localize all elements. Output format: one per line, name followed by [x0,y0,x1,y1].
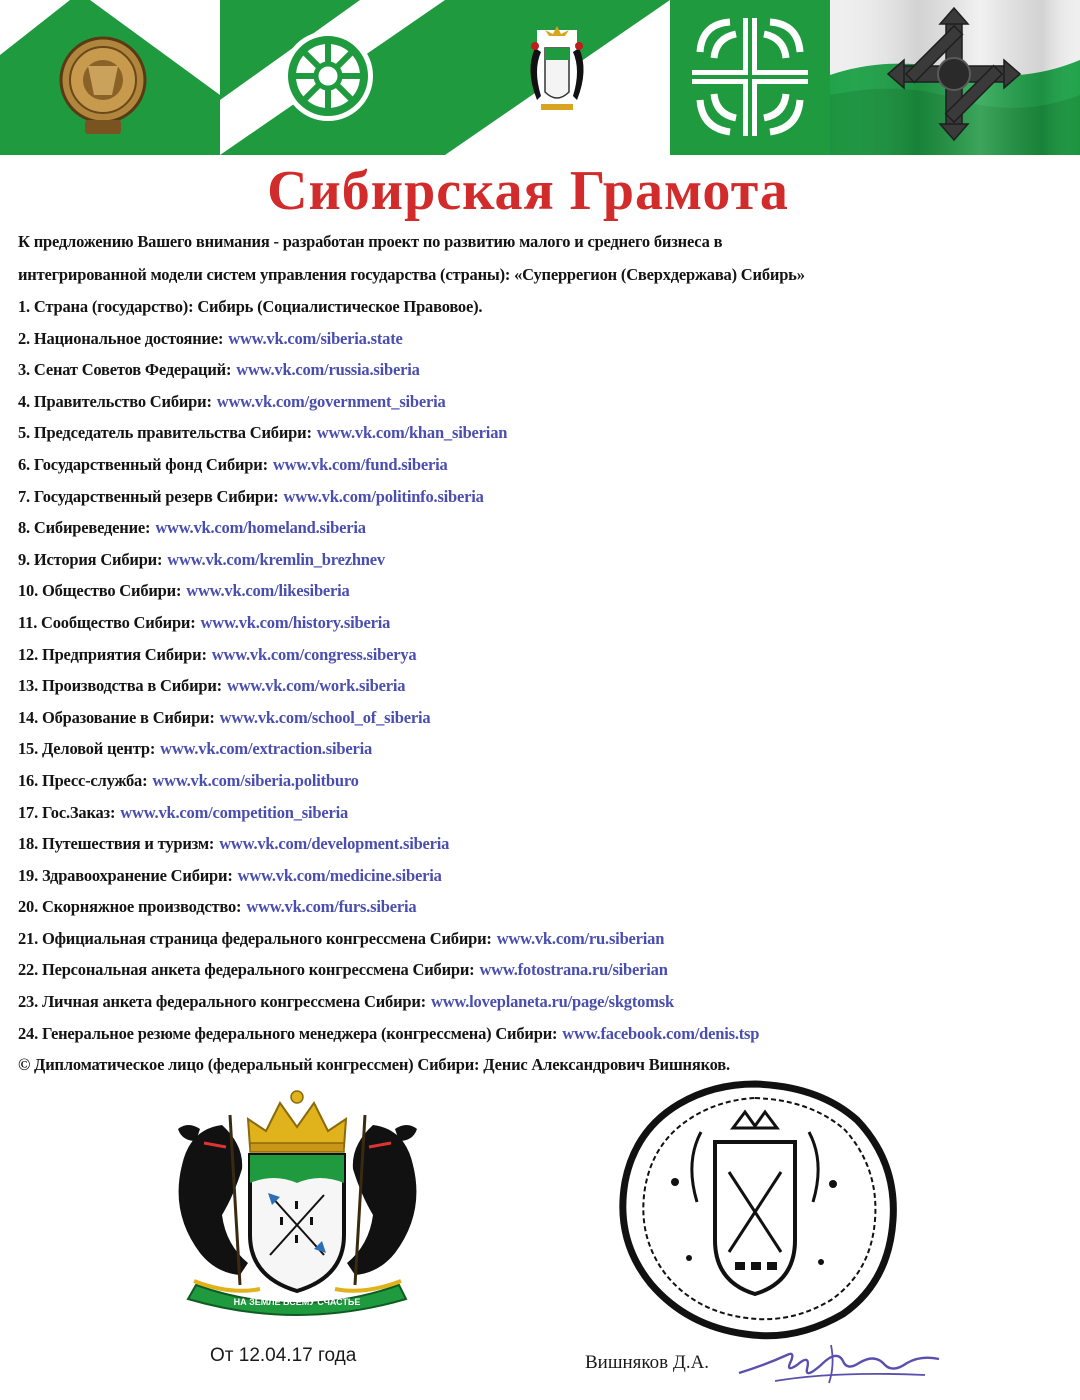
copyright-line: © Дипломатическое лицо (федеральный конгрессмен) Сибири: Денис Александрович Вишняков. [18,1055,730,1075]
resource-list-item [18,639,1068,671]
flag-banner [0,0,1080,155]
coat-motto: НА ЗЕМЛЕ ВСЕМУ СЧАСТЬЕ [233,1297,361,1307]
resource-label: 11. Сообщество Сибири: [18,612,196,632]
resource-list-item [18,797,1068,829]
resource-link[interactable]: www.fotostrana.ru/siberian [479,960,668,980]
round-seal-stamp-icon [605,1072,905,1342]
resource-link[interactable]: www.vk.com/likesiberia [186,581,350,601]
handwritten-signature-icon [735,1335,945,1390]
document-body [18,225,1068,1081]
resource-link[interactable]: www.vk.com/medicine.siberia [237,865,442,885]
resource-label: 23. Личная анкета федерального конгрессмена Сибири: [18,992,426,1012]
resource-list-item [18,733,1068,765]
resource-list-item [18,1018,1068,1050]
resource-list-item [18,923,1068,955]
resource-label: 24. Генеральное резюме федерального менеджера (конгрессмена) Сибири: [18,1023,558,1043]
resource-list [18,291,1068,1049]
resource-link[interactable]: www.vk.com/government_siberia [216,391,446,411]
resource-link[interactable]: www.vk.com/furs.siberia [246,897,417,917]
resource-label: 3. Сенат Советов Федераций: [18,360,232,380]
crown-icon [248,1091,346,1152]
intro-paragraph [18,225,1068,291]
document-date: От 12.04.17 года [210,1345,357,1366]
resource-label: 12. Предприятия Сибири: [18,644,207,664]
resource-link[interactable]: www.vk.com/homeland.siberia [155,518,366,538]
resource-list-item [18,481,1068,513]
dark-emblem-icon [830,0,1080,155]
resource-link[interactable]: www.vk.com/development.siberia [219,834,450,854]
intro-line: К предложению Вашего внимания - разработан проект по развитию малого и среднего бизнеса в [18,232,723,251]
resource-label: 4. Правительство Сибири: [18,391,212,411]
resource-label: 7. Государственный резерв Сибири: [18,486,279,506]
coat-of-arms-icon [130,1085,465,1325]
celtic-cross-icon [670,0,830,155]
resource-list-item [18,386,1068,418]
resource-label: 17. Гос.Заказ: [18,802,116,822]
resource-list-item [18,417,1068,449]
resource-label: 1. Страна (государство): Сибирь (Социалистическое Правовое). [18,297,483,316]
banner-panel-wave [830,0,1080,155]
resource-list-item [18,323,1068,355]
resource-label: 2. Национальное достояние: [18,328,224,348]
banner-panel-seal [0,0,220,155]
resource-list-item [18,828,1068,860]
resource-link[interactable]: www.vk.com/ru.siberian [496,928,665,948]
resource-list-item [18,291,1068,323]
resource-link[interactable]: www.loveplaneta.ru/page/skgtomsk [430,992,674,1012]
resource-link[interactable]: www.vk.com/fund.siberia [272,454,448,474]
small-coat-of-arms-icon [445,0,670,155]
resource-label: 20. Скорняжное производство: [18,897,242,917]
banner-panel-arms [445,0,670,155]
resource-label: 22. Персональная анкета федерального конгрессмена Сибири: [18,960,475,980]
resource-link[interactable]: www.vk.com/history.siberia [200,612,391,632]
resource-link[interactable]: www.vk.com/competition_siberia [120,802,349,822]
resource-label: 18. Путешествия и туризм: [18,834,215,854]
resource-label: 15. Деловой центр: [18,739,156,759]
resource-list-item [18,986,1068,1018]
resource-link[interactable]: www.vk.com/work.siberia [226,676,406,696]
resource-label: 14. Образование в Сибири: [18,707,215,727]
resource-link[interactable]: www.vk.com/khan_siberian [316,423,508,443]
resource-label: 5. Председатель правительства Сибири: [18,423,312,443]
resource-list-item [18,702,1068,734]
resource-list-item [18,512,1068,544]
resource-label: 16. Пресс-служба: [18,770,148,790]
intro-line: интегрированной модели систем управления государства (страны): «Суперрегион (Сверхдержава) Сибирь» [18,265,805,284]
resource-list-item [18,765,1068,797]
resource-list-item [18,575,1068,607]
resource-link[interactable]: www.vk.com/siberia.politburo [152,770,359,790]
resource-link[interactable]: www.vk.com/russia.siberia [236,360,420,380]
gold-seal-icon [0,0,220,155]
document-title: Сибирская Грамота [267,160,789,222]
resource-list-item [18,544,1068,576]
resource-label: 8. Сибиреведение: [18,518,151,538]
resource-list-item [18,860,1068,892]
banner-panel-cross [670,0,830,155]
resource-link[interactable]: www.vk.com/congress.siberya [211,644,417,664]
wheel-emblem-icon [220,0,445,155]
resource-link[interactable]: www.vk.com/extraction.siberia [160,739,372,759]
resource-label: 10. Общество Сибири: [18,581,182,601]
resource-list-item [18,607,1068,639]
resource-label: 19. Здравоохранение Сибири: [18,865,233,885]
resource-list-item [18,449,1068,481]
resource-list-item [18,354,1068,386]
resource-list-item [18,954,1068,986]
resource-link[interactable]: www.vk.com/politinfo.siberia [283,486,484,506]
resource-list-item [18,891,1068,923]
resource-label: 9. История Сибири: [18,549,163,569]
resource-label: 13. Производства в Сибири: [18,676,222,696]
resource-label: 21. Официальная страница федерального конгрессмена Сибири: [18,928,492,948]
resource-label: 6. Государственный фонд Сибири: [18,454,268,474]
resource-list-item [18,670,1068,702]
resource-link[interactable]: www.vk.com/school_of_siberia [219,707,431,727]
resource-link[interactable]: www.vk.com/kremlin_brezhnev [167,549,385,569]
signer-name: Вишняков Д.А. [585,1352,710,1373]
resource-link[interactable]: www.vk.com/siberia.state [228,328,403,348]
banner-panel-wheel [220,0,445,155]
resource-link[interactable]: www.facebook.com/denis.tsp [562,1023,760,1043]
